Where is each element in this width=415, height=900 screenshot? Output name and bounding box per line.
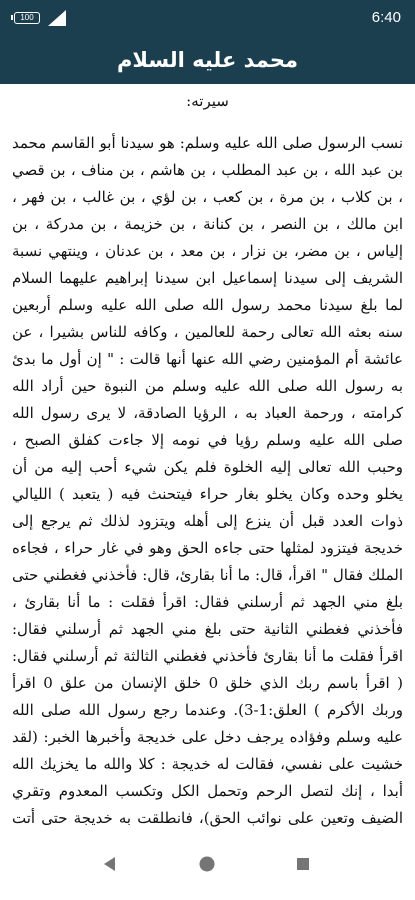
battery-level: 100 bbox=[20, 13, 34, 22]
section-subtitle: سيرته: bbox=[186, 92, 229, 110]
navigation-bar bbox=[0, 828, 415, 900]
status-bar bbox=[0, 0, 415, 36]
article-body: نسب الرسول صلى الله عليه وسلم: هو سيدنا أبو القاسم محمد بن عبد الله ، بن عبد المطلب ، بن هاشم ، بن مناف ، بن قصي ، بن كلاب ، بن مرة ، بن كعب ، بن لؤي ، بن غالب ، بن فهر ، ابن مالك ، بن النصر ، بن كنانة ، بن خزيمة ، بن مدركة ، بن إلياس ، بن مضر، بن نزار ، بن معد ، بن عدنان ، وينتهي نسبة الشريف إلى سيدنا إسماعيل ابن سيدنا إبراهيم عليهما السلام لما بلغ سيدنا محمد رسول الله صلى الله عليه وسلم أربعين سنه بعثه الله تعالى رحمة للعالمين ، وكافه للناس بشيرا ، عن عائشة أم المؤمنين رضي الله عنها أنها قالت : " إن أول ما بدئ به رسول الله صلى الله عليه وسلم من النبوة حين أراد الله كرامته ، ورحمة العباد به ، الرؤيا الصادقة، لا يرى رسول الله صلى الله عليه وسلم رؤيا في نومه إلا جاءت كفلق الصبح ، وحبب الله تعالى إليه الخلوة فلم يكن شيء أحب إليه من أن يخلو وحده وكان يخلو بغار حراء فيتحنث فيه ( يتعبد ) الليالي ذوات العدد قبل أن ينزع إلى أهله ويتزود لذلك ثم يرجع إلى خديجة فيتزود لمثلها حتى جاءه الحق وهو في غار حراء ، فجاءه الملك فقال " اقرأ، قال: ما أنا بقارئ، قال: فأخذني فغطني حتى بلغ مني الجهد ثم أرسلني فقال: اقرأ فقلت : ما أنا بقارئ ، فأخذني فغطني الثانية حتى بلغ مني الجهد ثم أرسلني فقال: اقرأ فقلت ما أنا بقارئ فأخذني فغطني الثالثة ثم أرسلني فقال: ( اقرأ باسم ربك الذي خلق 0 خلق الإنسان من علق 0 اقرأ وربك الأكرم ) العلق:1-3). وعندما رجع رسول الله صلى الله عليه وسلم وفؤاده يرجف دخل على خديجة وأخبرها الخبر: (لقد خشيت على نفسي، فقالت له خديجة : كلا والله ما يخزيك الله أبدا ، إنك لتصل الرحم وتحمل الكل وتكسب المعدوم وتقري الضيف وتعين على نوائب الحق)، فانطلقت به خديجة حتى أتت bbox=[12, 134, 403, 827]
page-title: محمد عليه السلام bbox=[117, 48, 298, 72]
app-bar bbox=[0, 36, 415, 84]
recent-apps-button[interactable] bbox=[289, 850, 317, 878]
battery-icon bbox=[14, 12, 40, 24]
back-icon bbox=[102, 856, 118, 872]
recent-apps-icon bbox=[296, 857, 310, 871]
status-time: 6:40 bbox=[371, 9, 401, 26]
signal-icon bbox=[48, 10, 66, 26]
back-button[interactable] bbox=[96, 850, 124, 878]
home-icon bbox=[198, 855, 216, 873]
home-button[interactable] bbox=[193, 850, 221, 878]
article-content[interactable] bbox=[12, 92, 403, 827]
